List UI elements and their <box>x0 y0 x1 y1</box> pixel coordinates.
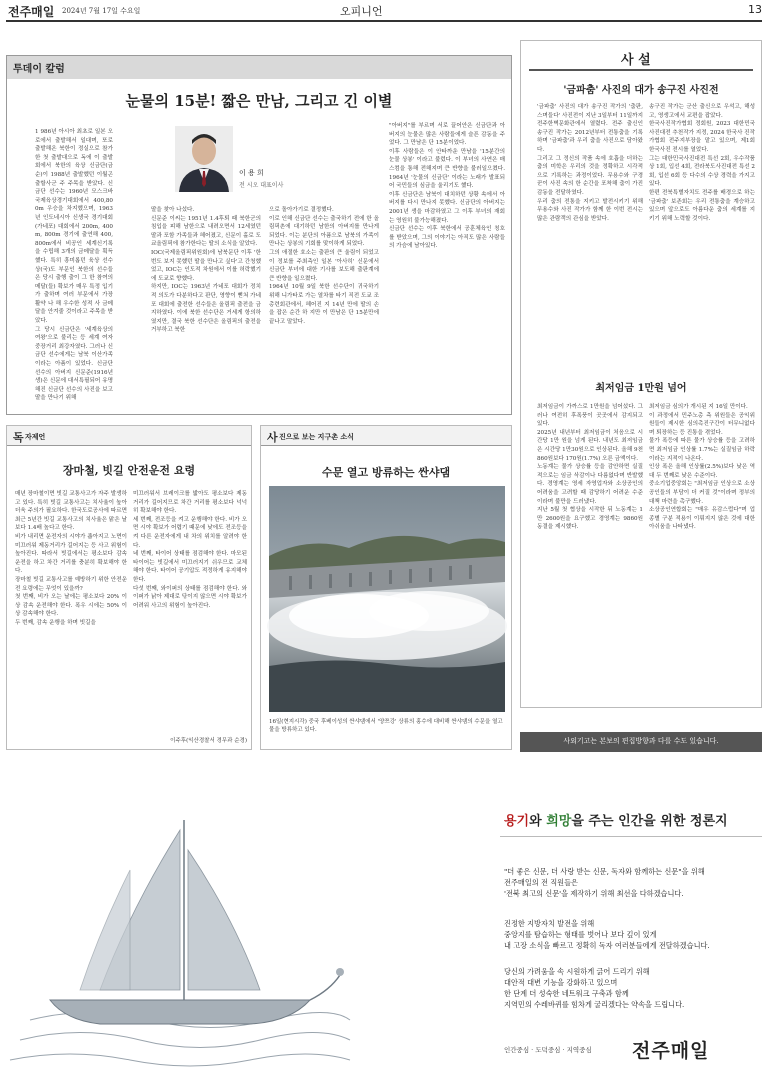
reader-opinion-box <box>6 425 252 750</box>
reader-opinion-tag-initial: 독 <box>13 431 24 444</box>
photo-news-tag-rest: 진으로 보는 지구촌 소식 <box>279 433 354 441</box>
photo-news-tag-initial: 사 <box>267 431 278 444</box>
photo-news-title: 수문 열고 방류하는 싼샤댐 <box>321 466 451 479</box>
photo-news-box <box>260 425 512 750</box>
promo-motto: 인간중심 · 도덕중심 · 지역중심 <box>504 1046 592 1054</box>
author-title: 전 시오 대표이사 <box>239 182 284 189</box>
column-text-col3: 으로 돌아가기로 결정했다. 이로 인해 신금단 선수는 출국하기 전에 한 올림픽촌에 대기하던 남한의 아버지를 만나게 되었다. 이는 분단의 아픔으로 남북의 가족이 만나는 상봉의 기회를 맞이하게 되었다. 그의 애절한 호소는 출판의 큰 울림이 되었고 이 정보를 주최측인 일본 '아사히' 신문에서 신금단 부녀에 대한 기사를 보도해 출판계에 큰 반향을 일으켰다. 1964년 10월 9일 북한 선수단이 귀국하기 위해 니가타로 가는 열차를 타기 직전 도쿄 조총련회관에서, 헤어진 지 14년 만에 딸의 손을 잡은 순간 하 지만 이 만남은 단 15분만에 끝나고 말았다. <box>269 207 379 325</box>
photo-caption: 16일(현지시각) 중국 후베이성의 싼샤댐에서 '양쯔강' 상류의 홍수에 대비해 싼샤댐의 수문을 열고 물을 방류하고 있다. <box>269 719 503 733</box>
today-column-box <box>6 55 512 415</box>
disclaimer-bar <box>520 732 762 752</box>
issue-date: 2024년 7월 17일 수요일 <box>62 7 141 15</box>
slogan-hope: 희망 <box>546 814 572 829</box>
masthead-logo: 전주매일 <box>8 5 55 19</box>
reader-opinion-col2: 미끄러워서 브레이크를 밟아도 평소보다 제동거리가 길어지므로 차간 거리를 평소보다 넉넉히 확보해야 한다. 세 번째, 전조등을 켜고 운행해야 한다. 비가 오면 시야 확보가 어렵기 때문에 낮에도 전조등을 켜 다른 운전자에게 내 차의 위치를 알려야 한다. 네 번째, 타이어 상태를 점검해야 한다. 마모된 타이어는 빗길에서 미끄러지기 쉬우므로 교체해야 한다. 타이어 공기압도 적정하게 유지해야 한다. 다섯 번째, 와이퍼의 상태를 점검해야 한다. 와이퍼가 낡아 제대로 닦이지 않으면 시야 확보가 어려워 사고의 위험이 높아진다. <box>133 491 247 609</box>
promo-paragraph-3: 당신의 가려움을 속 시원하게 긁어 드리기 위해 대안적 대변 기능을 강화하고 있으며 한 단계 더 성숙한 네트워크 구축과 함께 지역민의 수레바퀴를 힘차게 굴리겠다는 약속을 드립니다. <box>504 967 685 1009</box>
page-number: 13 <box>748 3 762 16</box>
slogan-and: 와 <box>529 814 547 829</box>
promo-paragraph-1: "더 좋은 신문, 더 사랑 받는 신문, 독자와 함께하는 신문"을 위해 전주매일의 전 직원들은 '전북 최고의 신문'을 제작하기 위해 최선을 다하겠습니다. <box>504 867 705 898</box>
section-title: 오피니언 <box>340 5 383 18</box>
header-divider <box>6 20 762 22</box>
slogan-rest: 을 주는 인간을 위한 정론지 <box>571 814 728 829</box>
promo-slogan <box>504 810 728 829</box>
reader-opinion-col1: 매년 장마철이면 빗길 교통사고가 자주 발생하고 있다. 특히 빗길 교통사고는 치사율이 높아 더욱 주의가 필요하다. 한국도로공사에 따르면 최근 5년간 빗길 교통사고의 치사율은 맑은 날보다 1.4배 높다고 한다. 비가 내리면 운전자의 시야가 좁아지고 노면이 미끄러워 제동거리가 길어지는 등 사고 위험이 높아진다. 따라서 빗길에서는 평소보다 감속 운전을 하고 차간 거리를 충분히 확보해야 한다. 장마철 빗길 교통사고를 예방하기 위한 안전운전 요령에는 무엇이 있을까? 첫 번째, 비가 오는 날에는 평소보다 20% 이상 감속 운전해야 한다. 폭우 시에는 50% 이상 감속해야 한다. 두 번째, 감속 운행을 하며 빗길을 <box>15 491 127 626</box>
today-column-tag: 투데이 칼럼 <box>7 56 511 79</box>
editorial-box <box>520 40 762 708</box>
column-text-col1: 1 986년 아시아 최초로 일본 오로에서 출발해서 일대며, 또로 출발해온 북한이 정실으로 참가한 첫 출발대으로 독에 이 출발회에서 북한의 육상 신금단(금순)이 1988년 출발했던 이월곤 출할사군 주 주목을 받았다. 신금단 선수는 1960년 모스크바 국제육상경기대회에서 400,800m 우승을 차지했으며, 1963년 인도네시아 신생국 경기대회(가네포) 대회에서 200m, 400m, 800m 경기에 출연해 400, 800m에서 비공인 세계신기록을 수립해 3개의 금메달을 획득했다. 특히 흥미롭던 육상 선수 상(국)도 부문인 북한의 선수들은 당시 출행 출이 그 한 참여의 메달(들) 확보가 매우 특정 입기가 출하며 여러 부문에서 가장 활약 나 해 우수한 성적 사 금메달을 안겨줄 것이라고 주목을 받았다. 그 당시 신금단은 '세계육상의 여왕'으로 불리는 등 세계 여자 중장거리 최강자였다. 그러나 신금단 선수에게는 남북 이산가족이라는 아픔이 있었다. 신금단 선수의 아버지 신문준(1916년생)은 신문에 대서특필되어 유명해진 신금단 선수의 사진을 보고 딸을 만나기 위해 <box>35 129 113 402</box>
column-title: 눈물의 15분! 짧은 만남, 그리고 긴 이별 <box>125 92 393 110</box>
photo-news-tag <box>261 426 511 446</box>
disclaimer-text: 사외기고는 본보의 편집방향과 다를 수도 있습니다. <box>563 737 719 745</box>
editorial-2-col1: 최저임금이 가까스로 1만원을 넘어섰다. 그러나 여전히 후폭풍이 곳곳에서 감지되고 있다. 2025년 내년부터 최저임금이 처음으로 시간당 1만 원을 넘게 된다. 내년도 최저임금은 시간당 1만30원으로 인상된다. 올해 9천860원보다 170원(1.7%) 오른 금액이다. 노동계는 물가 상승률 등을 감안하면 실질적으로는 임금 삭감이나 다름없다며 반발했다. 경영계는 영세 자영업자와 소상공인의 어려움을 고려할 때 감당하기 어려운 수준이라며 불만을 드러냈다. 지난 5월 첫 협상을 시작한 뒤 노동계는 1만 2600원을 요구했고 경영계는 9860원 동결을 제시했다. <box>537 404 643 531</box>
promo-divider <box>500 836 762 837</box>
reader-opinion-author: 이주후(익산경찰서 경무과 순경) <box>170 738 247 744</box>
author-photo <box>175 126 233 192</box>
reader-opinion-tag <box>7 426 251 446</box>
editorial-tag-underline <box>529 69 753 71</box>
editorial-2-col2: 최저임금 심의가 개시된 지 16일 만이다. 이 과정에서 민주노총 측 위원들은 공익위원들이 제시한 심의촉진구간이 터무니없다며 퇴장하는 등 진통을 겪었다. 물가 폭등에 따른 물가 상승률 등을 고려하면 최저임금 인상률 1.7%는 실질임금 하락이라는 지적이 나온다. 인상 폭은 올해 인상률(2.5%)보다 낮은 역대 두 번째로 낮은 수준이다. 중소기업중앙회는 "최저임금 인상으로 소상공인들의 부담이 더 커질 것"이라며 정부의 대책 마련을 촉구했다. 소상공인연합회는 "매우 유감스럽다"며 업종별 구분 적용이 이뤄지지 않은 것에 대한 아쉬움을 나타냈다. <box>649 404 755 531</box>
editorial-title-1: '금파춤' 사진의 대가 송구진 사진전 <box>563 85 719 96</box>
promo-logo: 전주매일 <box>632 1040 710 1062</box>
dam-photo <box>269 486 505 712</box>
editorial-title-2: 최저임금 1만원 넘어 <box>595 383 687 394</box>
reader-opinion-tag-rest: 자제언 <box>25 433 46 441</box>
editorial-1-col1: '금파춤' 사진의 대가 송구진 작가의 '춤판, 스며들다' 사진전이 지난 3일부터 11일까지 전주한벽문화관에서 열렸다. 전주 출신인 송구진 작가는 2012년부터 전통춤을 기록하며 '금파춤'과 우리 춤을 사진으로 담아왔다. 그리고 그 정신의 작품 속에 호흡을 더하는 춤의 미학은 우리의 것을 정확하고 시각적으로 기록하는 과정이었다. 무용수와 구경꾼이 사진 속의 한 순간을 포착해 춤이 가진 감동을 전달하였다. 우리 춤의 전통을 지키고 발전시키기 위해 무용수와 사진 작가가 함께 한 이번 전시는 많은 관람객의 관심을 받았다. <box>537 104 643 222</box>
column-text-col2: 딸을 찾아 나섰다. 신문준 이씨는 1951년 1.4후퇴 때 북한군의 침입을 피해 남한으로 내려오면서 12세였던 딸과 포함 가족들과 헤어졌고, 신문이 홀로 도쿄올림픽에 참가한다는 딸의 소식을 알았다. IOC(국제올림픽위원회)에 남북문단 이후 '한 번도 보지 못했던 딸을 만나고 싶다'고 간청했었고, IOC는 인도적 차원에서 이를 허락했기에 도쿄로 향했다. 하지만, IOC는 1963년 가네포 대회가 정치적 의도가 다분하다고 판단, 영향이 뻗쳐 가네포 대회에 출전한 선수들은 올림픽 출전을 금지하였다. 이에 북한 선수단은 거세게 항의하였지만, 결국 북한 선수단은 올림픽의 출전을 거부하고 북한 <box>151 207 261 334</box>
promo-paragraph-2: 진정한 지방자치 발전을 위해 중앙지를 탐습하는 형태를 벗어나 보다 깊이 있게 내 고장 소식을 빠르고 정확히 독자 여러분들에게 전달하겠습니다. <box>504 919 710 950</box>
editorial-1-col2: 송구진 작가는 군산 출신으로 우석고, 해성고, 영생고에서 교편을 잡았다. 한국사진작가협회 정회원, 2023 대한민국사진대전 추천작가 지정, 2024 한국사 진작가협회 전주지부장을 맡고 있으며, 제1회 한국사진 전시를 열었다. 그는 대한민국사진대전 특선 2회, 우수작품상 1회, 입선 4회, 전라북도사진대전 특선 2회, 입선 6회 등 다수의 수상 경력을 가지고 있다. 한편 전북특별자치도 전주를 배경으로 하는 '금파춤' 보존회는 우리 전통춤을 계승하고 있으며 앞으로도 아름다운 춤의 세계를 지키기 위해 노력할 것이다. <box>649 104 755 222</box>
reader-opinion-title: 장마철, 빗길 안전운전 요령 <box>62 464 196 477</box>
ship-illustration <box>10 800 350 1080</box>
author-name: 이 용 희 <box>239 169 264 177</box>
slogan-courage: 용기 <box>504 814 530 829</box>
column-text-col4: "아버지"를 부르며 서로 끌어안은 신금단과 아버지의 눈물은 많은 사람들에게 슬픈 감동을 주었다. 그 만남은 단 15분이었다. 이후 사람들은 이 안타까운 만남을 '15분간의 눈물 상봉' 이라고 불렀다. 이 부녀의 사연은 매스컴을 통해 전해지며 큰 반향을 불러일으켰다. 1964년 '눈물의 신금단' 이라는 노래가 발표되어 국민들의 심금을 울리기도 했다. 이후 신금단은 남북이 대치하던 상황 속에서 아버지를 다시 만나지 못했다. 신금단의 아버지는 2001년 생을 마감하였고 그 이후 부녀의 재회는 영원히 불가능해졌다. 신금단 선수는 이후 북한에서 공훈체육인 칭호를 받았으며, 그의 이야기는 아직도 많은 사람들의 가슴에 남아있다. <box>389 123 505 250</box>
editorial-tag: 사 설 <box>621 53 651 68</box>
